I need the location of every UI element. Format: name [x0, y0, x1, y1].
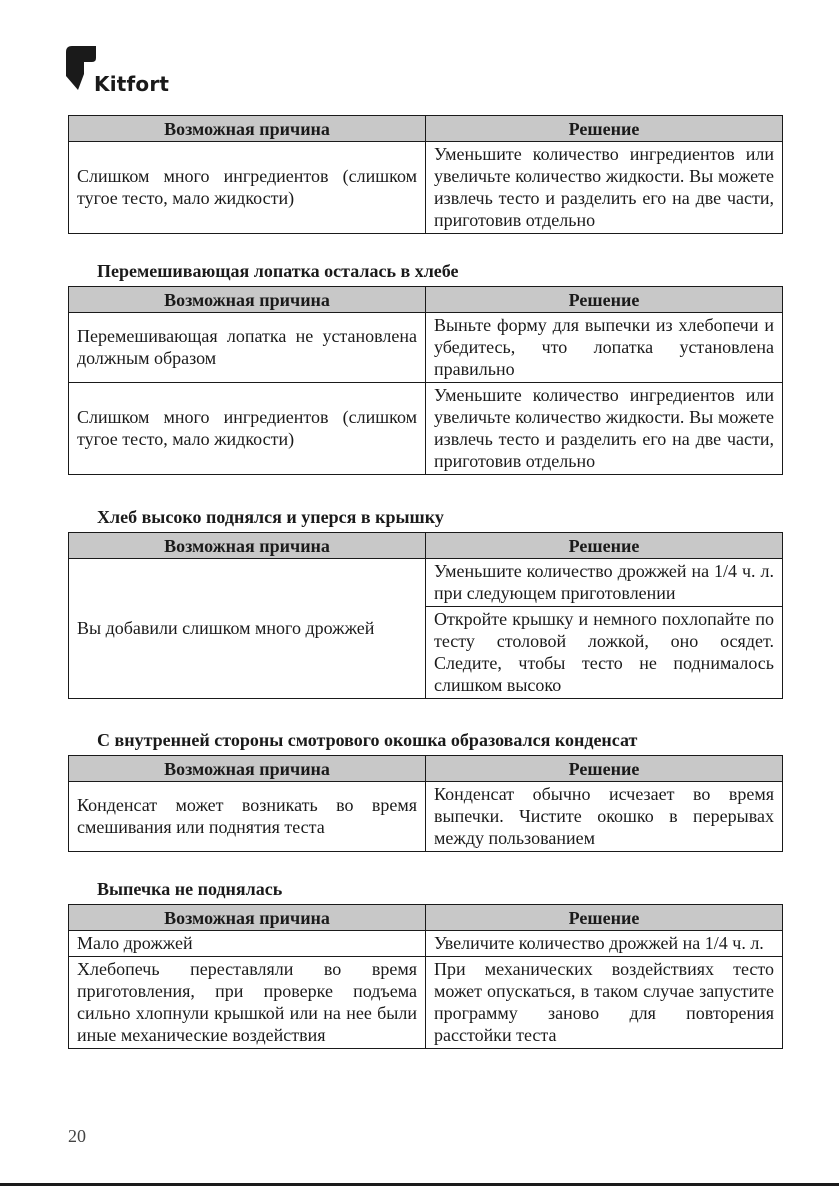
section-title: С внутренней стороны смотрового окошка образовался конденсат [97, 730, 638, 750]
header-solution: Решение [426, 116, 783, 142]
table-row [69, 142, 783, 234]
header-cause: Возможная причина [69, 905, 426, 931]
table-row [69, 559, 783, 607]
section-title: Перемешивающая лопатка осталась в хлебе [97, 261, 459, 281]
solution-cell: Откройте крышку и немного похлопайте по тесту столовой ложкой, оно осядет. Следите, чтобы тесто не поднималось слишком высоко [426, 607, 783, 699]
section-title: Выпечка не поднялась [97, 879, 283, 899]
header-cause: Возможная причина [69, 533, 426, 559]
header-solution: Решение [426, 287, 783, 313]
page-number: 20 [68, 1126, 86, 1146]
solution-cell: Уменьшите количество ингредиентов или увеличьте количество жидкости. Вы можете извлечь тесто и разделить его на две части, приготовив отдельно [426, 142, 783, 234]
table-row [69, 931, 783, 957]
table-row [69, 957, 783, 1049]
solution-cell: При механических воздействиях тесто может опускаться, в таком случае запустите программу заново для повторения расстойки теста [426, 957, 783, 1049]
cause-cell: Слишком много ингредиентов (слишком тугое тесто, мало жидкости) [69, 383, 426, 475]
solution-cell: Конденсат обычно исчезает во время выпечки. Чистите окошко в перерывах между пользованием [426, 782, 783, 852]
cause-cell: Хлебопечь переставляли во время приготовления, при проверке подъема сильно хлопнули крышкой или на нее были иные механические воздействия [69, 957, 426, 1049]
header-solution: Решение [426, 533, 783, 559]
cause-cell: Слишком много ингредиентов (слишком тугое тесто, мало жидкости) [69, 142, 426, 234]
troubleshooting-table-3 [68, 532, 783, 699]
header-cause: Возможная причина [69, 756, 426, 782]
solution-cell: Уменьшите количество ингредиентов или увеличьте количество жидкости. Вы можете извлечь тесто и разделить его на две части, приготовив отдельно [426, 383, 783, 475]
solution-cell: Выньте форму для выпечки из хлебопечи и убедитесь, что лопатка установлена правильно [426, 313, 783, 383]
troubleshooting-table-2 [68, 286, 783, 475]
troubleshooting-table-5 [68, 904, 783, 1049]
table-row [69, 313, 783, 383]
cause-cell: Конденсат может возникать во время смешивания или поднятия теста [69, 782, 426, 852]
header-cause: Возможная причина [69, 287, 426, 313]
cause-cell: Мало дрожжей [69, 931, 426, 957]
header-solution: Решение [426, 905, 783, 931]
troubleshooting-table-4 [68, 755, 783, 852]
cause-cell: Вы добавили слишком много дрожжей [69, 559, 426, 699]
section-title: Хлеб высоко поднялся и уперся в крышку [97, 507, 444, 527]
solution-cell: Увеличите количество дрожжей на 1/4 ч. л. [426, 931, 783, 957]
brand-name: Kitfort [94, 72, 170, 96]
solution-cell: Уменьшите количество дрожжей на 1/4 ч. л. при следующем приготовлении [426, 559, 783, 607]
table-row [69, 383, 783, 475]
troubleshooting-table-1 [68, 115, 783, 234]
header-cause: Возможная причина [69, 116, 426, 142]
cause-cell: Перемешивающая лопатка не установлена должным образом [69, 313, 426, 383]
header-solution: Решение [426, 756, 783, 782]
table-row [69, 782, 783, 852]
